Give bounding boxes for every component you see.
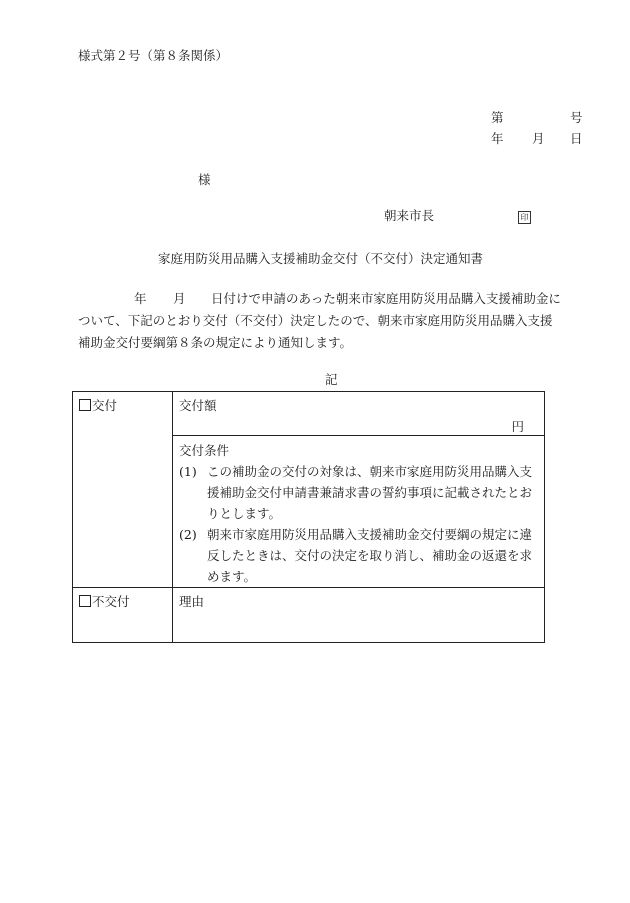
seal-icon: 印: [518, 211, 531, 224]
reason-cell: [173, 588, 545, 643]
nongrant-row: [73, 588, 545, 643]
date-day: 日: [570, 131, 583, 146]
nongrant-label: 不交付: [92, 594, 130, 609]
seal-mark: [518, 210, 531, 224]
condition-num-1: (1): [179, 464, 197, 479]
number-suffix: 号: [570, 110, 583, 125]
nongrant-label-cell: [73, 588, 173, 643]
yen-unit: 円: [511, 419, 524, 434]
ki-heading: 記: [325, 372, 338, 387]
condition-item-2: [179, 524, 544, 587]
number-prefix: 第: [491, 110, 504, 125]
body-line-3: 補助金交付要綱第８条の規定により通知します。: [78, 335, 353, 350]
condition-text-2: 朝来市家庭用防災用品購入支援補助金交付要綱の規定に違反したときは、交付の決定を取り消し、補助金の返還を求めます。: [207, 527, 533, 584]
reason-label: 理由: [179, 594, 205, 609]
body-line-1: 日付けで申請のあった朝来市家庭用防災用品購入支援補助金に: [211, 291, 561, 306]
condition-num-2: (2): [179, 527, 197, 542]
decision-table: [72, 391, 545, 643]
addressee-suffix: 様: [198, 172, 211, 187]
amount-label: 交付額: [179, 398, 217, 413]
conditions-label: 交付条件: [179, 443, 230, 458]
conditions-cell: [173, 436, 545, 588]
issuer-name: 朝来市長: [384, 208, 435, 223]
condition-text-1: この補助金の交付の対象は、朝来市家庭用防災用品購入支援補助金交付申請書兼請求書の誓約事項に記載されたとおりとします。: [207, 464, 533, 521]
grant-label-cell: [73, 392, 173, 588]
date-month: 月: [532, 131, 545, 146]
document-title: 家庭用防災用品購入支援補助金交付（不交付）決定通知書: [158, 251, 484, 266]
grant-label: 交付: [92, 398, 118, 413]
grant-checkbox[interactable]: [79, 399, 91, 411]
nongrant-checkbox[interactable]: [79, 595, 91, 607]
grant-row-amount: [73, 392, 545, 436]
body-year: 年: [134, 291, 147, 306]
amount-cell: [173, 392, 545, 436]
date-year: 年: [491, 131, 504, 146]
form-label: 様式第２号（第８条関係）: [78, 48, 229, 63]
body-month: 月: [173, 291, 186, 306]
body-line-2: ついて、下記のとおり交付（不交付）決定したので、朝来市家庭用防災用品購入支援: [78, 313, 553, 328]
condition-item-1: [179, 461, 544, 524]
